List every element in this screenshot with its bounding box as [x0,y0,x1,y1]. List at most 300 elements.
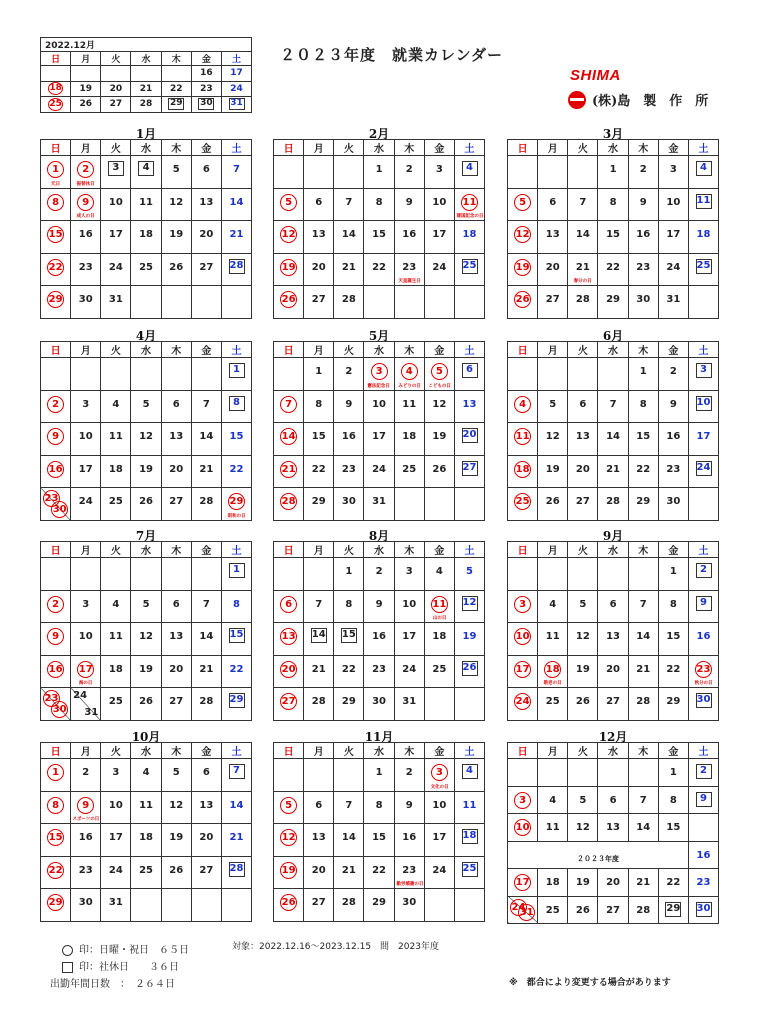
week-row [508,814,719,842]
day-number: 8 [375,799,383,811]
weekday-header: 水 [131,342,161,358]
day-cell [538,623,568,656]
week-row [41,97,252,113]
day-number: 25 [402,463,417,475]
day-cell [394,655,424,688]
day-number: 20 [169,663,184,675]
weekday-header: 月 [538,743,568,759]
day-cell [221,824,251,857]
target-period: 対象：2022.12.16～2023.12.15 間 2023年度 [232,942,439,952]
day-cell [191,688,221,721]
day-cell [454,558,484,591]
day-number: 4 [696,161,712,176]
day-cell [221,66,251,82]
day-cell [161,97,191,113]
day-number: 17 [696,431,711,442]
day-cell [221,759,251,792]
day-cell [221,889,251,922]
day-cell [161,66,191,82]
day-cell [394,590,424,623]
day-cell [41,423,71,456]
day-cell [538,688,568,721]
day-cell [334,688,364,721]
day-number: 14 [636,631,651,642]
day-number: 8 [47,797,64,814]
day-number: 18 [108,663,123,675]
day-cell [274,824,304,857]
weekday-header: 土 [454,743,484,759]
week-row [41,688,252,721]
day-cell [161,81,191,97]
day-cell [364,358,394,391]
day-number: 28 [341,294,356,305]
day-number: 15 [606,229,620,240]
day-number: 4 [112,598,120,610]
day-cell [101,358,131,391]
day-cell [101,221,131,254]
day-number: 21 [229,229,244,240]
day-cell [628,590,658,623]
day-number: 23 [43,690,60,707]
day-cell [688,488,718,521]
day-cell [508,488,538,521]
day-cell [364,623,394,656]
day-cell [304,856,334,889]
day-cell [454,759,484,792]
month-title: 9月 [602,529,624,543]
day-number: 26 [169,261,184,273]
weekday-header: 木 [628,140,658,156]
day-cell [304,156,334,189]
month-title: 1月 [135,127,157,141]
day-cell [394,824,424,857]
day-cell [688,455,718,488]
month-table [40,742,252,922]
day-number: 22 [636,463,651,475]
day-cell [131,81,161,97]
day-number: 15 [47,829,64,846]
month-title: 10月 [131,730,161,744]
day-number: 10 [108,799,123,811]
day-cell [41,558,71,591]
weekday-header: 日 [41,342,71,358]
weekday-header: 木 [628,743,658,759]
day-number: 15 [666,631,681,642]
day-number: 19 [169,832,184,843]
day-number: 2 [77,161,94,178]
day-number: 10 [432,196,447,208]
day-cell [161,856,191,889]
day-number: 27 [311,897,326,908]
day-cell [71,558,101,591]
day-cell [101,286,131,319]
day-number: 26 [280,291,297,308]
day-number: 22 [606,261,620,273]
day-number: 30 [636,294,651,305]
day-cell [221,856,251,889]
month-table [507,139,719,319]
weekday-header: 水 [131,140,161,156]
day-cell [538,390,568,423]
day-number: 26 [139,496,153,507]
day-number: 25 [514,493,531,510]
day-cell [274,358,304,391]
day-number: 30 [696,902,712,917]
holiday-name: 文化の日 [430,783,449,790]
day-cell [424,824,454,857]
day-number: 22 [47,862,64,879]
day-cell [274,253,304,286]
day-cell [334,590,364,623]
weekday-header: 月 [538,140,568,156]
weekday-header: 日 [274,743,304,759]
day-cell [508,423,538,456]
day-number: 13 [575,431,590,442]
week-row [41,156,252,189]
weekday-header: 月 [304,743,334,759]
day-number: 7 [202,398,210,410]
day-cell [628,786,658,814]
day-cell [274,488,304,521]
day-number: 13 [606,631,620,642]
day-number: 18 [402,431,417,442]
day-number: 3 [696,363,712,378]
day-cell [274,856,304,889]
day-cell [628,814,658,842]
day-cell [568,221,598,254]
day-number: 25 [462,862,478,877]
day-cell [658,590,688,623]
day-cell [424,221,454,254]
day-cell [221,455,251,488]
week-row [274,791,485,824]
day-number: 13 [462,398,477,410]
day-number: 15 [341,628,357,643]
day-cell [598,423,628,456]
weekday-header: 金 [191,342,221,358]
day-number: 18 [514,461,531,478]
day-number: 29 [228,493,245,510]
day-cell [424,623,454,656]
weekday-header: 火 [568,542,598,558]
weekday-header: 金 [191,542,221,558]
day-number: 23 [402,261,417,273]
day-number: 2 [696,563,712,578]
day-number: 26 [139,696,153,707]
day-number: 9 [345,398,353,410]
day-cell [598,390,628,423]
day-number: 12 [169,196,184,208]
month-title: 11月 [364,730,394,744]
day-cell [568,869,598,897]
week-row [41,221,252,254]
day-number: 17 [108,832,123,843]
week-row [274,623,485,656]
day-cell [101,688,131,721]
day-cell [658,786,688,814]
day-cell [161,791,191,824]
day-number: 22 [47,259,64,276]
month-title: 8月 [368,529,390,543]
day-number: 16 [402,229,417,240]
day-cell [41,590,71,623]
day-number: 17 [514,874,531,891]
day-cell [221,221,251,254]
day-cell [221,188,251,221]
day-cell [454,455,484,488]
day-cell [424,791,454,824]
day-cell [41,66,71,82]
day-cell [598,455,628,488]
day-number: 11 [696,194,712,209]
day-cell [394,889,424,922]
day-cell [71,66,101,82]
day-number: 24 [78,496,93,507]
holiday-name: 元日 [51,180,61,187]
day-cell [538,759,568,787]
day-cell [41,188,71,221]
weekday-header: 月 [304,140,334,156]
week-row [274,488,485,521]
week-row [274,423,485,456]
day-number: 8 [233,598,240,610]
day-cell [41,221,71,254]
day-number: 9 [47,628,64,645]
day-cell [71,221,101,254]
day-number: 3 [435,164,443,175]
day-number: 25 [139,261,153,273]
day-number: 12 [280,226,297,243]
weekday-header: 金 [191,743,221,759]
day-number: 21 [311,663,326,675]
day-number: 10 [514,628,531,645]
day-cell [598,156,628,189]
day-number: 28 [636,904,651,916]
day-number: 8 [669,598,677,610]
day-number: 24 [666,261,681,273]
day-number: 26 [280,894,297,911]
day-cell [41,623,71,656]
day-number: 9 [77,194,94,211]
day-cell [598,358,628,391]
weekday-header: 土 [221,342,251,358]
day-cell [221,423,251,456]
day-cell [538,655,568,688]
day-cell [191,81,221,97]
day-cell [394,488,424,521]
day-cell [508,221,538,254]
day-cell [364,688,394,721]
day-cell [101,188,131,221]
day-cell [364,759,394,792]
day-cell [131,253,161,286]
day-cell [454,623,484,656]
day-cell [221,623,251,656]
day-number: 30 [78,294,93,305]
weekday-header: 月 [71,743,101,759]
day-number: 14 [199,631,214,642]
day-cell [191,759,221,792]
day-number: 16 [636,229,651,240]
day-cell [161,455,191,488]
weekday-header: 木 [394,140,424,156]
day-number: 18 [696,229,711,240]
day-number: 17 [77,661,94,678]
month-table [507,541,719,721]
day-number: 15 [636,431,651,442]
day-number: 22 [229,463,244,475]
weekday-header: 日 [274,342,304,358]
week-row [274,759,485,792]
week-row [508,221,719,254]
day-number: 5 [172,164,180,175]
day-number: 6 [609,794,617,806]
day-number: 26 [545,496,560,507]
month-table [273,139,485,319]
day-cell [508,759,538,787]
day-number: 24 [402,663,417,675]
day-cell [454,488,484,521]
day-number: 6 [280,596,297,613]
day-cell [628,759,658,787]
day-cell [304,221,334,254]
day-cell [221,81,251,97]
month-title: 12月 [598,730,628,744]
week-row [508,558,719,591]
day-cell [131,455,161,488]
weekday-header: 木 [394,743,424,759]
day-number: 3 [669,164,677,175]
day-number: 9 [639,196,647,208]
day-number: 11 [462,799,477,811]
day-number: 23 [78,864,93,876]
day-number: 26 [169,864,184,876]
day-number: 3 [431,764,448,781]
day-cell [131,488,161,521]
day-number: 28 [199,696,214,707]
day-cell [658,688,688,721]
day-cell [71,590,101,623]
month-title: 6月 [602,329,624,343]
day-cell [658,814,688,842]
day-cell [274,221,304,254]
day-cell [628,358,658,391]
day-number: 27 [280,693,297,710]
day-cell [598,253,628,286]
day-number: 23 [200,83,213,94]
day-cell [221,655,251,688]
week-row [41,358,252,391]
day-number: 12 [139,431,153,442]
day-cell [334,856,364,889]
company-logo: SHIMA [570,67,621,84]
day-number: 19 [280,259,297,276]
day-cell [628,896,658,924]
day-number: 26 [575,696,590,707]
day-cell [221,358,251,391]
day-cell [304,253,334,286]
day-number: 13 [199,799,214,811]
week-row [274,253,485,286]
weekday-header: 日 [41,743,71,759]
day-number: 30 [51,501,68,518]
month-table [507,742,719,924]
day-cell [41,253,71,286]
day-number: 6 [172,598,180,610]
day-number: 24 [432,261,447,273]
day-cell [538,358,568,391]
weekday-header: 金 [658,342,688,358]
day-cell [161,358,191,391]
day-number: 1 [229,563,245,578]
weekday-header: 水 [131,542,161,558]
day-cell [221,156,251,189]
day-cell [454,791,484,824]
day-cell [658,188,688,221]
day-cell [364,889,394,922]
day-number: 20 [311,864,326,876]
month-title: 5月 [368,329,390,343]
day-cell [334,253,364,286]
day-number: 11 [108,431,123,442]
day-cell [538,558,568,591]
weekday-header: 金 [658,743,688,759]
day-cell [538,188,568,221]
day-number: 18 [462,829,478,844]
day-cell [454,188,484,221]
day-cell [538,286,568,319]
day-number: 22 [169,83,183,94]
day-number: 4 [138,161,154,176]
day-number: 1 [229,363,245,378]
day-number: 16 [666,431,681,442]
day-number: 1 [375,767,383,778]
day-cell [71,655,101,688]
day-cell [508,841,689,869]
week-row [508,655,719,688]
weekday-header: 金 [191,52,221,66]
day-cell [454,423,484,456]
day-number: 26 [432,463,447,475]
day-cell [364,221,394,254]
day-cell [41,390,71,423]
day-cell [131,623,161,656]
weekday-header: 木 [161,542,191,558]
day-number: 4 [462,764,478,779]
week-row [41,286,252,319]
day-cell [688,759,718,787]
day-cell [454,286,484,319]
day-number: 17 [514,661,531,678]
day-number: 14 [311,628,327,643]
weekday-header: 金 [424,140,454,156]
day-number: 12 [575,631,590,642]
day-cell [568,390,598,423]
day-number: 7 [639,794,647,806]
weekday-header: 木 [161,140,191,156]
week-row [41,655,252,688]
holiday-name: 振替休日 [76,180,95,187]
day-number: 20 [545,261,560,273]
day-number: 6 [315,799,323,811]
day-number: 29 [666,696,681,707]
day-number: 6 [315,196,323,208]
day-cell [274,590,304,623]
day-number: 16 [78,832,93,843]
day-cell [658,623,688,656]
day-number: 6 [579,398,587,410]
day-number: 10 [108,196,123,208]
